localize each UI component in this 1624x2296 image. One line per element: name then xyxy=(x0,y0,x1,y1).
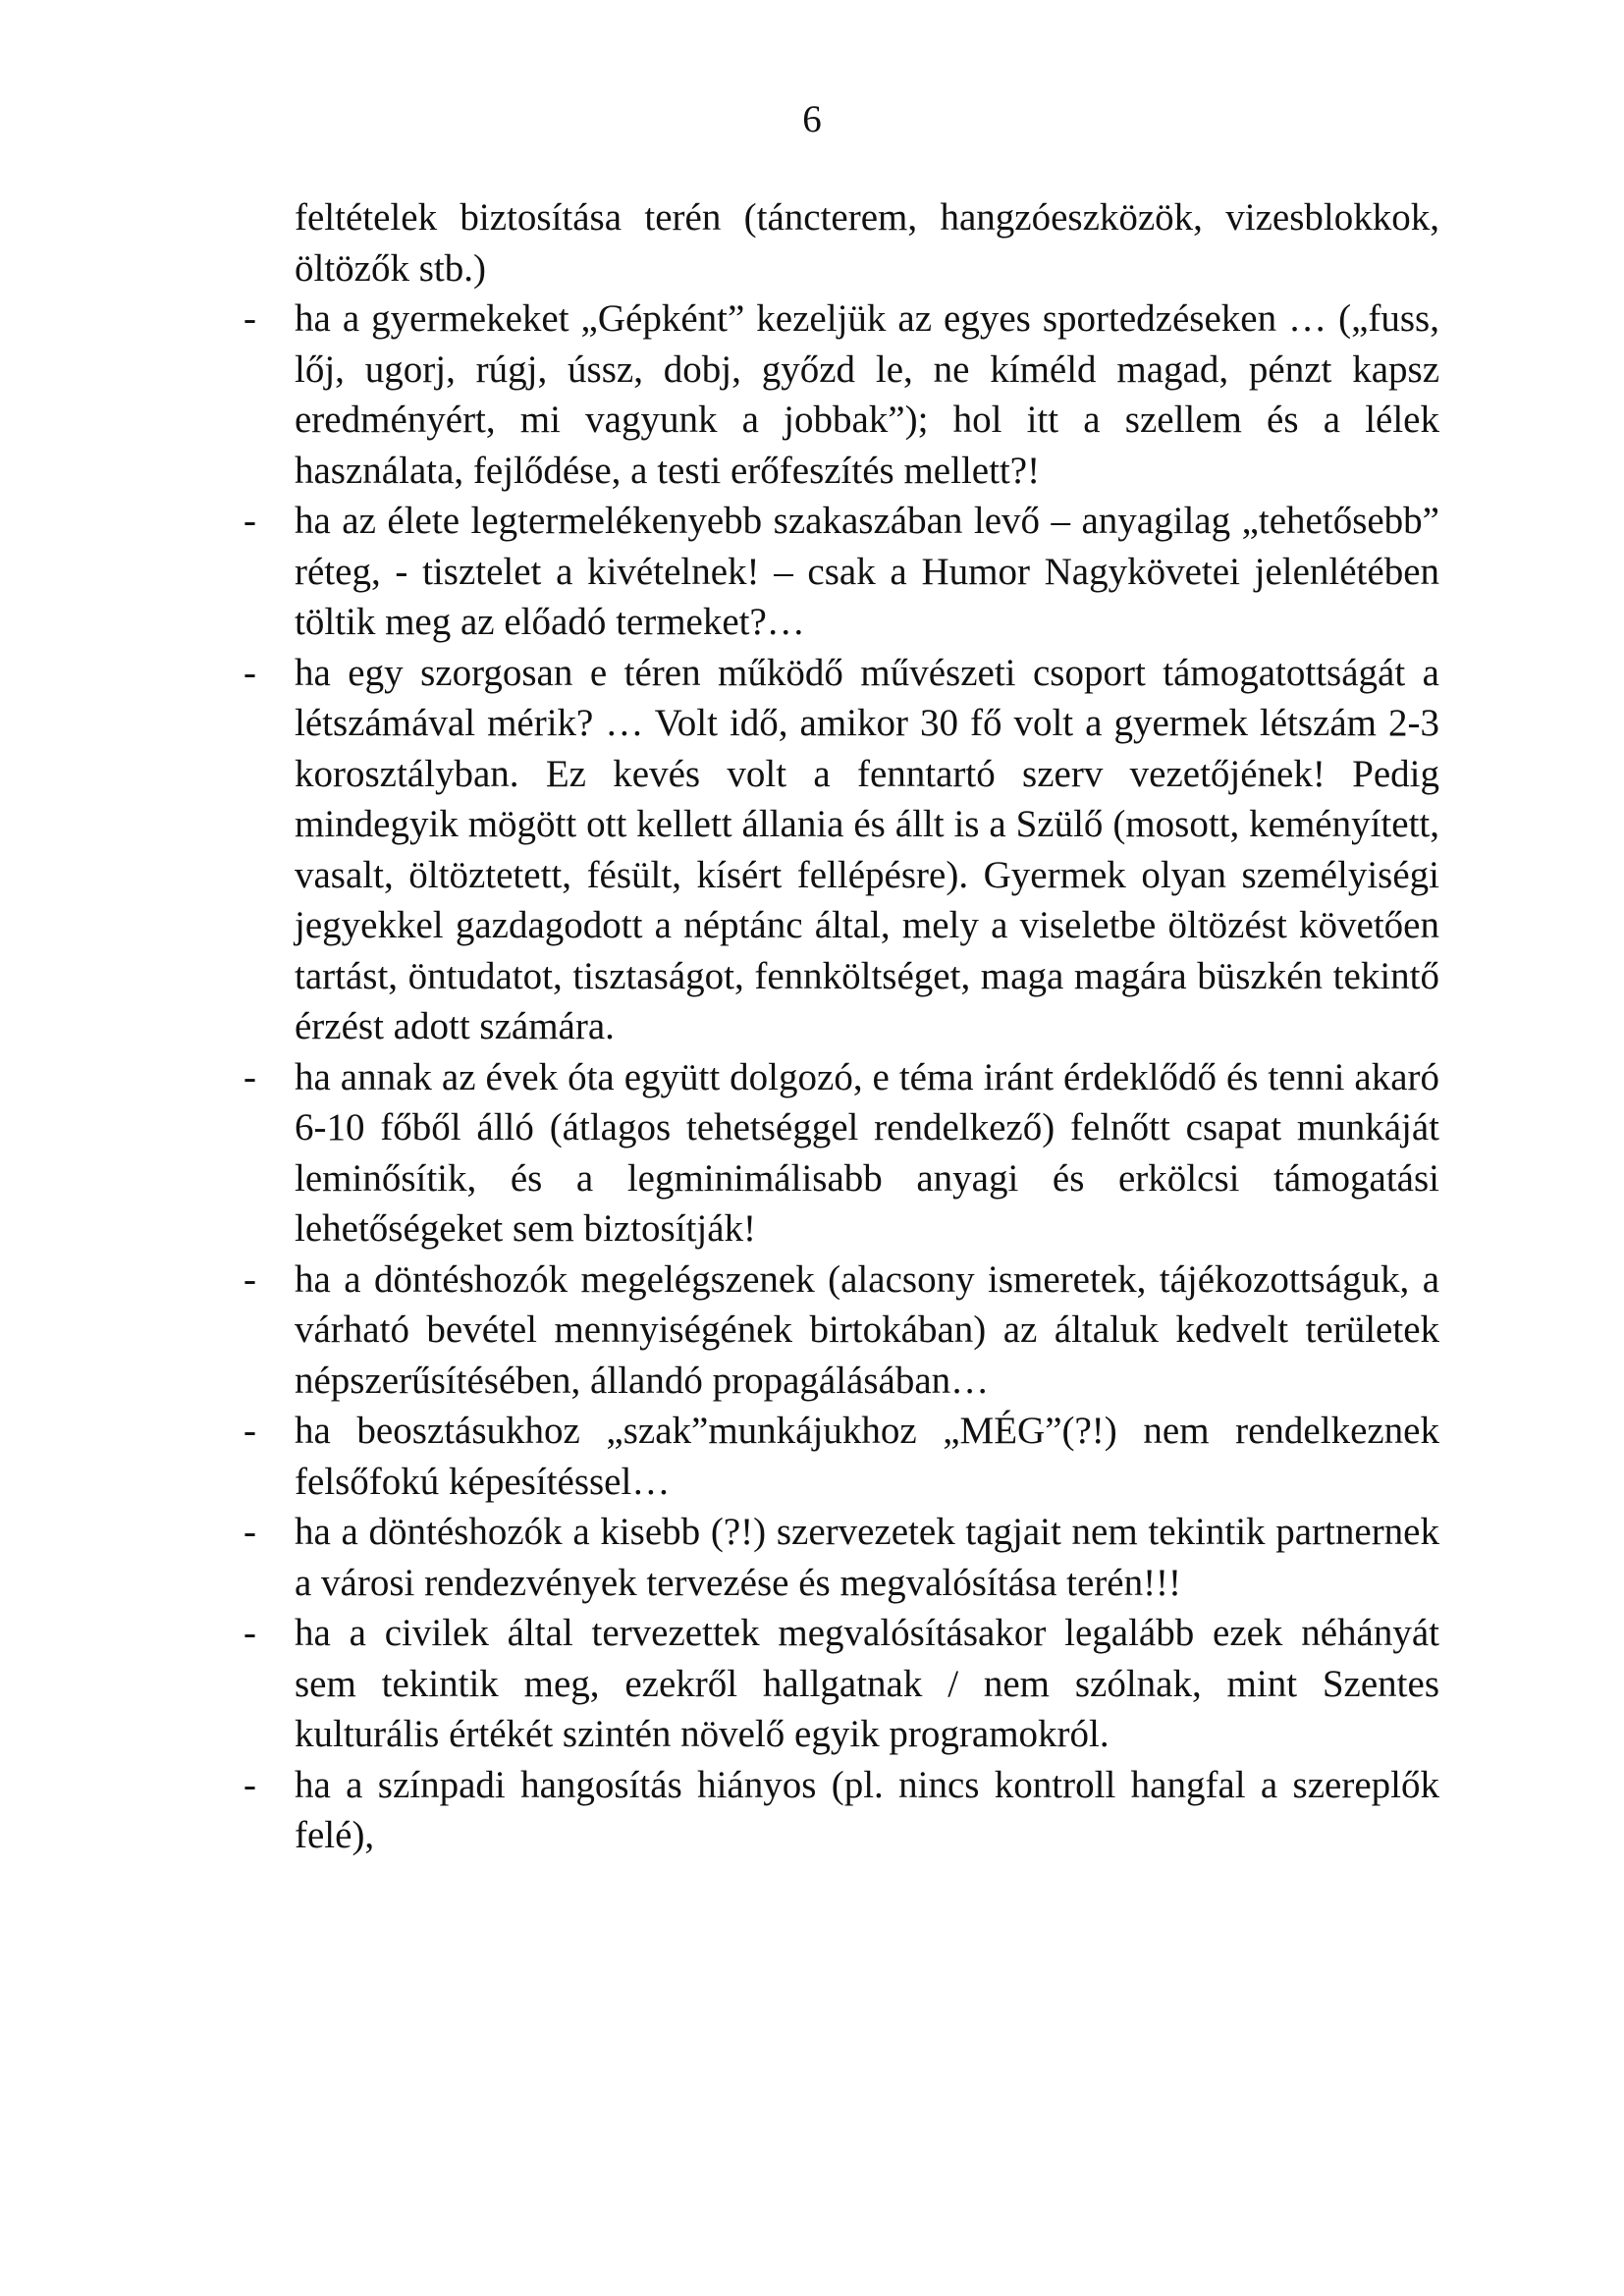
list-item-text: ha beosztásukhoz „szak”munkájukhoz „MÉG”(?!) nem rendelkeznek felsőfokú képesítéssel… xyxy=(295,1410,1439,1503)
list-item xyxy=(244,496,1439,648)
list-item-text: ha a gyermekeket „Gépként” kezeljük az egyes sportedzéseken … („fuss, lőj, ugorj, rúgj, ússz, dobj, győzd le, ne kíméld magad, pénzt kapsz eredményért, mi vagyunk a jobbak”); hol itt a szellem és a lélek használata, fejlődése, a testi erőfeszítés mellett?! xyxy=(295,297,1439,492)
list-item xyxy=(244,294,1439,496)
list-item-text: ha annak az évek óta együtt dolgozó, e téma iránt érdeklődő és tenni akaró 6-10 főből álló (átlagos tehetséggel rendelkező) felnőtt csapat munkáját leminősítik, és a legminimálisabb anyagi és erkölcsi támogatási lehetőségeket sem biztosítják! xyxy=(295,1055,1439,1250)
list-item xyxy=(244,1255,1439,1407)
page-number: 6 xyxy=(802,98,822,140)
page-body xyxy=(244,192,1439,1861)
list-item xyxy=(244,1406,1439,1507)
list-item-text: ha a civilek által tervezettek megvalósításakor legalább ezek néhányát sem tekintik meg, ezekről hallgatnak / nem szólnak, mint Szentes kulturális értékét szintén növelő egyik programokról. xyxy=(295,1612,1439,1755)
list-item-text: ha a döntéshozók a kisebb (?!) szervezetek tagjait nem tekintik partnernek a városi rendezvények tervezése és megvalósítása terén!!! xyxy=(295,1511,1439,1604)
list-item xyxy=(244,1608,1439,1760)
bullet-dash: - xyxy=(244,1763,256,1806)
bullet-dash: - xyxy=(244,1055,256,1098)
list-item-text: ha az élete legtermelékenyebb szakaszában levő – anyagilag „tehetősebb” réteg, - tisztelet a kivételnek! – csak a Humor Nagykövetei jelenlétében töltik meg az előadó termeket?… xyxy=(295,500,1439,643)
list-item-text: ha a döntéshozók megelégszenek (alacsony ismeretek, tájékozottságuk, a várható bevétel mennyiségének birtokában) az általuk kedvelt területek népszerűsítésében, állandó propagálásában… xyxy=(295,1257,1439,1402)
list-item xyxy=(244,648,1439,1052)
bullet-list xyxy=(244,294,1439,1861)
bullet-dash: - xyxy=(244,297,256,340)
list-item-text: ha egy szorgosan e téren működő művészeti csoport támogatottságát a létszámával mérik? … Volt idő, amikor 30 fő volt a gyermek létszám 2-3 korosztályban. Ez kevés volt a fenntartó szerv vezetőjének! Pedig mindegyik mögött ott kellett állania és állt is a Szülő (mosott, keményített, vasalt, öltöztetett, fésült, kísért fellépésre). Gyermek olyan személyiségi jegyekkel gazdagodott a néptánc által, mely a viseletbe öltözést követően tartást, öntudatot, tisztaságot, fennköltséget, maga magára büszkén tekintő érzést adott számára. xyxy=(295,651,1439,1047)
list-item xyxy=(244,1052,1439,1255)
bullet-dash: - xyxy=(244,1410,256,1452)
bullet-dash: - xyxy=(244,1257,256,1301)
list-item-text: ha a színpadi hangosítás hiányos (pl. nincs kontroll hangfal a szereplők felé), xyxy=(295,1763,1439,1856)
continuation-paragraph: feltételek biztosítása terén (táncterem, hangzóeszközök, vizesblokkok, öltözők stb.) xyxy=(295,196,1439,290)
bullet-dash: - xyxy=(244,651,256,694)
bullet-dash: - xyxy=(244,500,256,542)
bullet-dash: - xyxy=(244,1612,256,1654)
list-item xyxy=(244,1507,1439,1608)
list-item xyxy=(244,1760,1439,1861)
bullet-dash: - xyxy=(244,1511,256,1553)
